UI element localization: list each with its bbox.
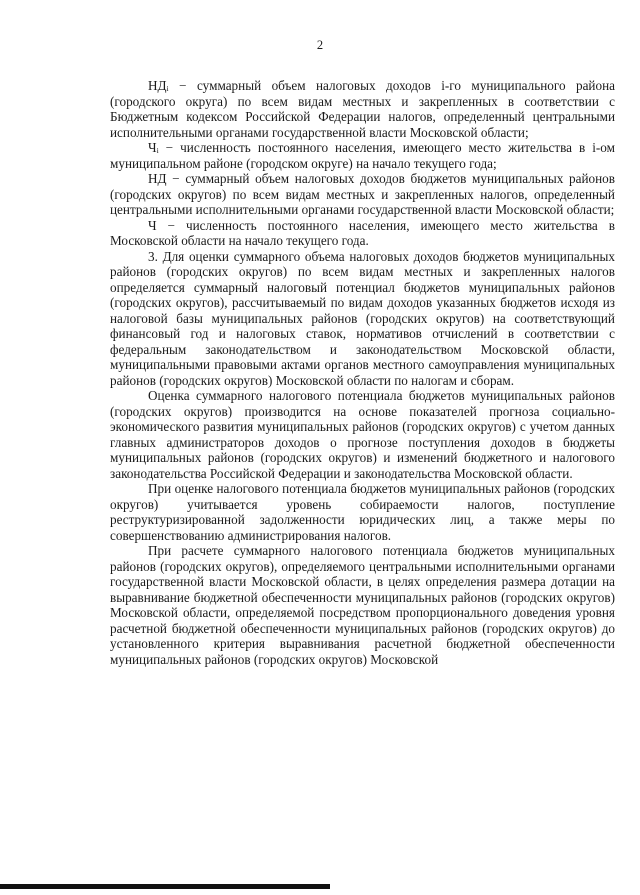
tax-collection-paragraph: При оценке налогового потенциала бюджетов муниципальных районов (городских округов) учитывается уровень собираемости налогов, поступление реструктуризированной задолженности юридических лиц, а также меры по совершенствованию администрирования налогов. [110, 481, 615, 543]
definition-chi: Чᵢ − численность постоянного населения, имеющего место жительства в i-ом муниципальном районе (городском округе) на начало текущего года; [110, 140, 615, 171]
tax-potential-assessment-paragraph: Оценка суммарного налогового потенциала бюджетов муниципальных районов (городских округов) производится на основе показателей прогноза социально-экономического развития муниципальных районов (городских округов) с учетом данных главных администраторов доходов о прогнозе поступления доходов в бюджеты муниципальных районов (городских округов) и изменений бюджетного и налогового законодательства Российской Федерации и законодательства Московской области. [110, 388, 615, 481]
document-body [110, 78, 615, 667]
definition-ch: Ч − численность постоянного населения, имеющего место жительства в Московской области на начало текущего года. [110, 217, 615, 248]
page-number: 2 [316, 38, 324, 52]
definition-ndi: НДᵢ − суммарный объем налоговых доходов i-го муниципального района (городского округа) по всем видам местных и закрепленных в соответствии с Бюджетным кодексом Российской Федерации налогов, определенный центральными исполнительными органами государственной власти Московской области; [110, 78, 615, 140]
definition-nd: НД − суммарный объем налоговых доходов бюджетов муниципальных районов (городских округов) по всем видам местных и закрепленных налогов, определенный центральными исполнительными органами государственной власти Московской области; [110, 171, 615, 217]
calculation-paragraph: При расчете суммарного налогового потенциала бюджетов муниципальных районов (городских округов), определяемого центральными исполнительными органами государственной власти Московской области, в целях определения размера дотации на выравнивание бюджетной обеспеченности муниципальных районов (городских округов) Московской области, определяемой посредством пропорционального доведения уровня расчетной бюджетной обеспеченности муниципальных районов (городских округов) до установленного критерия выравнивания расчетной бюджетной обеспеченности муниципальных районов (городских округов) Московской [110, 543, 615, 667]
clause-3-paragraph: 3. Для оценки суммарного объема налоговых доходов бюджетов муниципальных районов (городских округов) по всем видам местных и закрепленных налогов определяется суммарный налоговый потенциал бюджетов муниципальных районов (городских округов), рассчитываемый по видам доходов указанных бюджетов исходя из налоговой базы муниципальных районов (городских округов) на соответствующий финансовый год и налоговых ставок, нормативов отчислений в соответствии с федеральным законодательством и законодательством Московской области, муниципальными правовыми актами органов местного самоуправления муниципальных районов (городских округов) Московской области по налогам и сборам. [110, 248, 615, 388]
scan-edge-artifact [0, 884, 330, 889]
